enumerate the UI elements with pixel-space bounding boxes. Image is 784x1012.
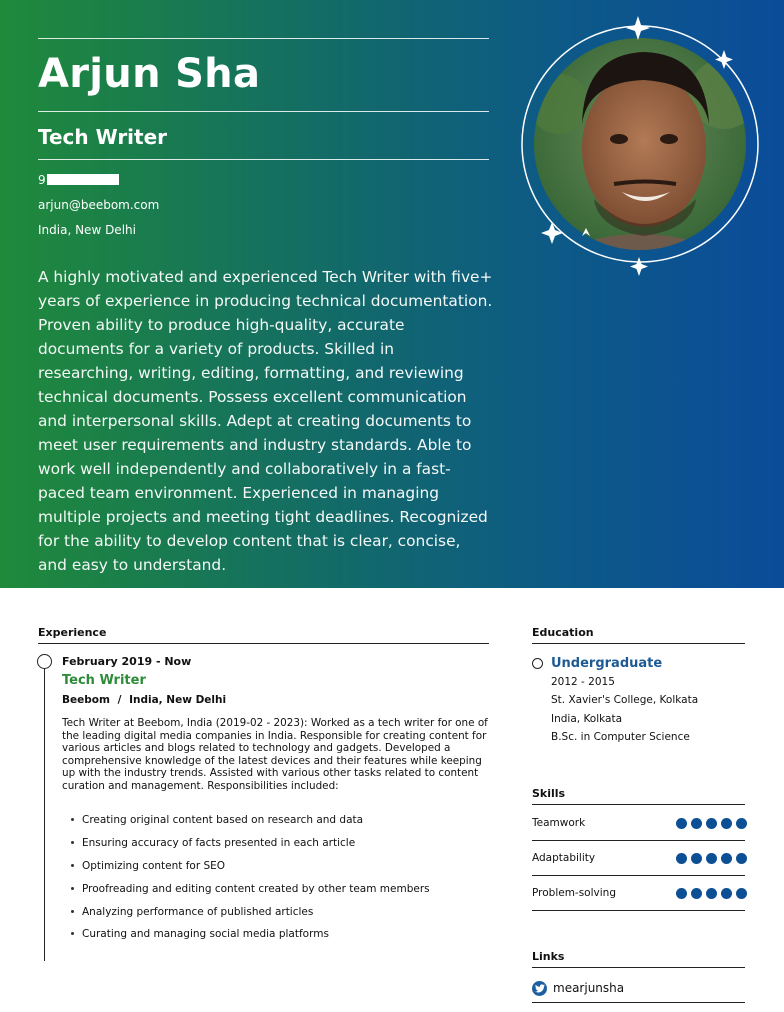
skill-dot-icon xyxy=(676,888,687,899)
education-divider xyxy=(532,643,745,644)
location-text: India, New Delhi xyxy=(38,223,136,237)
list-item: Analyzing performance of published articles xyxy=(70,905,430,928)
education-marker-icon xyxy=(532,658,543,669)
experience-location: India, New Delhi xyxy=(129,694,227,706)
divider xyxy=(38,111,489,112)
education-place: India, Kolkata xyxy=(551,713,623,725)
skill-name: Problem-solving xyxy=(532,887,616,899)
phone-prefix: 9 xyxy=(38,173,46,187)
skills-divider xyxy=(532,875,745,876)
skill-dot-icon xyxy=(706,888,717,899)
skill-dot-icon xyxy=(736,818,747,829)
experience-description: Tech Writer at Beebom, India (2019-02 - 2023): Worked as a tech writer for one of the leading digital media companies in India. Responsible for creating content for various articles and blogs related to technology and gadgets. Developed a comprehensive knowledge of the latest devices and their features while keeping up with the industry trends. Assisted with various other tasks related to content curation and management. Responsibilities included: xyxy=(62,717,488,792)
list-item: Creating original content based on research and data xyxy=(70,813,430,836)
skill-dot-icon xyxy=(676,818,687,829)
skills-heading: Skills xyxy=(532,787,566,800)
skill-dot-icon xyxy=(721,888,732,899)
education-years: 2012 - 2015 xyxy=(551,676,615,688)
education-heading: Education xyxy=(532,626,594,639)
skill-rating xyxy=(676,818,747,829)
divider xyxy=(38,159,489,160)
experience-separator: / xyxy=(117,694,122,706)
timeline-line xyxy=(44,669,45,961)
education-degree: B.Sc. in Computer Science xyxy=(551,731,690,743)
twitter-icon[interactable] xyxy=(532,981,547,996)
list-item: Ensuring accuracy of facts presented in each article xyxy=(70,836,430,859)
list-item: Curating and managing social media platforms xyxy=(70,927,430,950)
links-divider xyxy=(532,967,745,968)
skill-dot-icon xyxy=(721,853,732,864)
candidate-name: Arjun Sha xyxy=(38,51,261,97)
experience-employer xyxy=(62,694,226,706)
education-school: St. Xavier's College, Kolkata xyxy=(551,694,699,706)
experience-job-title: Tech Writer xyxy=(62,673,146,688)
list-item: Proofreading and editing content created by other team members xyxy=(70,882,430,905)
timeline-marker-icon xyxy=(37,654,52,669)
skill-dot-icon xyxy=(736,853,747,864)
experience-divider xyxy=(38,643,489,644)
links-heading: Links xyxy=(532,950,565,963)
phone-field xyxy=(38,172,119,188)
experience-dates: February 2019 - Now xyxy=(62,655,192,668)
candidate-title: Tech Writer xyxy=(38,125,168,149)
experience-heading: Experience xyxy=(38,626,107,639)
skill-dot-icon xyxy=(706,853,717,864)
skills-divider xyxy=(532,840,745,841)
skill-dot-icon xyxy=(676,853,687,864)
skill-name: Teamwork xyxy=(532,817,586,829)
skills-divider xyxy=(532,804,745,805)
divider xyxy=(38,38,489,39)
list-item: Optimizing content for SEO xyxy=(70,859,430,882)
skill-rating xyxy=(676,888,747,899)
twitter-handle-link[interactable]: mearjunsha xyxy=(553,981,625,995)
skill-dot-icon xyxy=(736,888,747,899)
skill-dot-icon xyxy=(706,818,717,829)
skill-dot-icon xyxy=(691,888,702,899)
skill-dot-icon xyxy=(691,818,702,829)
experience-company: Beebom xyxy=(62,694,110,706)
skill-rating xyxy=(676,853,747,864)
skill-name: Adaptability xyxy=(532,852,596,864)
skill-dot-icon xyxy=(691,853,702,864)
skill-dot-icon xyxy=(721,818,732,829)
profile-summary: A highly motivated and experienced Tech Writer with five+ years of experience in producing technical documentation. Proven ability to produce high-quality, accurate documents for a variety of products. Skilled in researching, writing, editing, formatting, and reviewing technical documents. Possess excellent communication and interpersonal skills. Adept at creating documents to meet user requirements and industry standards. Able to work well independently and collaboratively in a fast-paced team environment. Experienced in managing multiple projects and meeting tight deadlines. Recognized for the ability to develop content that is clear, concise, and easy to understand. xyxy=(38,268,493,574)
links-divider xyxy=(532,1002,745,1003)
profile-photo xyxy=(514,14,764,276)
phone-redaction xyxy=(47,174,119,185)
skills-divider xyxy=(532,910,745,911)
responsibilities-list xyxy=(70,813,430,950)
email-link[interactable]: arjun@beebom.com xyxy=(38,198,160,212)
education-degree-level: Undergraduate xyxy=(551,656,663,671)
